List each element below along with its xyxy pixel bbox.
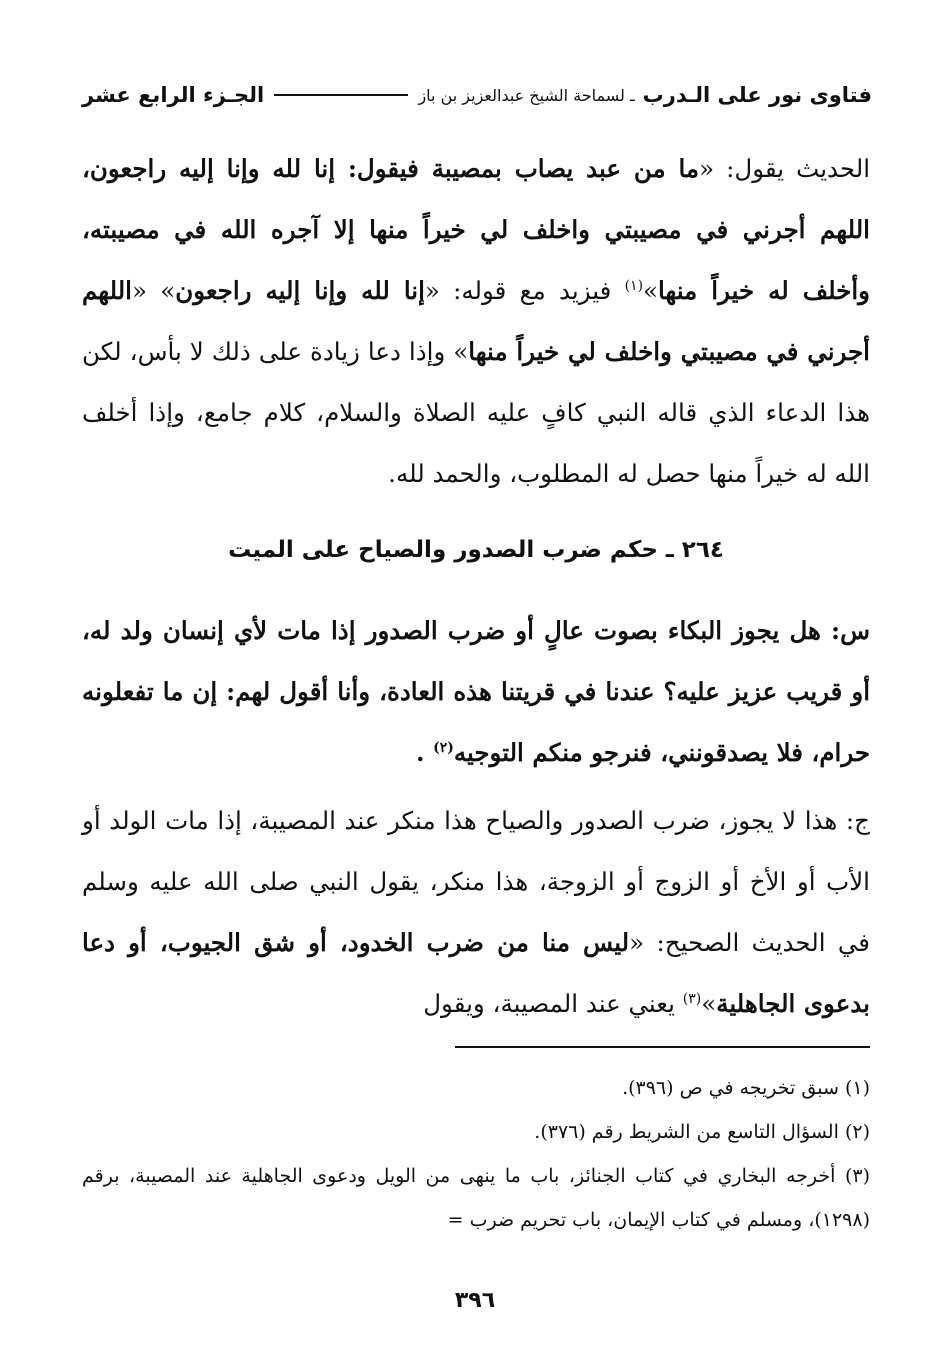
footnotes xyxy=(82,1066,870,1242)
footnote-text: السؤال التاسع من الشريط رقم (٣٧٦). xyxy=(534,1121,839,1143)
footnote-number: (٢) xyxy=(844,1121,870,1143)
text-run: ج: هذا لا يجوز، ضرب الصدور والصياح هذا منكر عند المصيبة، إذا مات الولد أو الأب أو الأخ أو الزوج أو الزوجة، هذا منكر، يقول النبي صلى الله عليه وسلم في الحديث الصحيح: « xyxy=(82,806,870,957)
text-run: » وإذا دعا زيادة على ذلك لا بأس، لكن هذا الدعاء الذي قاله النبي كافٍ عليه الصلاة والسلام، كلام جامع، وإذا أخلف الله له خيراً منها حصل له المطلوب، والحمد لله. xyxy=(82,337,870,488)
part-label: الجـزء الرابع عشر xyxy=(82,83,265,107)
quote-dua: اللهم أجرني في مصيبتي واخلف لي خيراً منها xyxy=(82,276,870,366)
page-number: ٣٩٦ xyxy=(454,1288,496,1313)
footnote-number: (١) xyxy=(844,1077,870,1099)
footnote-ref-2[interactable]: (٢) xyxy=(433,739,454,756)
text-run: » « xyxy=(131,276,176,305)
quote-istirja: إنا لله وإنا إليه راجعون xyxy=(175,276,425,305)
text-run: » xyxy=(701,989,717,1018)
question-paragraph xyxy=(82,600,870,783)
question-end: . xyxy=(416,738,434,767)
hadith-quote: ليس منا من ضرب الخدود، أو شق الجيوب، أو دعا بدعوى الجاهلية xyxy=(82,928,870,1018)
question-text xyxy=(82,600,870,783)
question-body: س: هل يجوز البكاء بصوت عالٍ أو ضرب الصدور إذا مات لأي إنسان ولد له، أو قريب عزيز عليه؟ عندنا في قريتنا هذه العادة، وأنا أقول لهم: إن ما تفعلونه حرام، فلا يصدقونني، فنرجو منكم التوجيه xyxy=(82,616,870,767)
text-run: الحديث يقول: « xyxy=(699,154,870,183)
footnote-separator xyxy=(455,1046,870,1048)
book-title: فتاوى نور على الـدرب xyxy=(642,83,872,107)
paragraph-hadith-continuation xyxy=(82,138,870,504)
footnote-1 xyxy=(82,1066,870,1110)
answer-paragraph xyxy=(82,790,870,1034)
footnote-ref-1[interactable]: (١) xyxy=(624,277,644,294)
footnote-text: سبق تخريجه في ص (٣٩٦). xyxy=(622,1077,839,1099)
text-run: يعني عند المصيبة، ويقول xyxy=(423,989,683,1018)
author-byline: ـ لسماحة الشيخ عبدالعزيز بن باز xyxy=(418,85,635,105)
text-run: فيزيد مع قوله: « xyxy=(424,276,625,305)
answer-text xyxy=(82,790,870,1034)
section-title: ٢٦٤ ـ حكم ضرب الصدور والصياح على الميت xyxy=(228,537,724,563)
header-title-group xyxy=(418,83,872,107)
hadith-quote: ما من عبد يصاب بمصيبة فيقول: إنا لله وإنا إليه راجعون، اللهم أجرني في مصيبتي واخلف لي خيراً منها إلا آجره الله في مصيبته، وأخلف له خيراً منها xyxy=(82,154,870,305)
running-header xyxy=(82,74,872,116)
header-rule xyxy=(274,94,408,96)
paragraph-text xyxy=(82,138,870,504)
footnote-text: أخرجه البخاري في كتاب الجنائز، باب ما ينهى من الويل ودعوى الجاهلية عند المصيبة، برقم (١٢٩٨)، ومسلم في كتاب الإيمان، باب تحريم ضرب = xyxy=(82,1165,870,1231)
text-run: » xyxy=(643,276,659,305)
footnote-ref-3[interactable]: (٣) xyxy=(682,990,702,1007)
footnote-number: (٣) xyxy=(844,1165,870,1187)
footnote-2 xyxy=(82,1110,870,1154)
footnote-3 xyxy=(82,1154,870,1242)
